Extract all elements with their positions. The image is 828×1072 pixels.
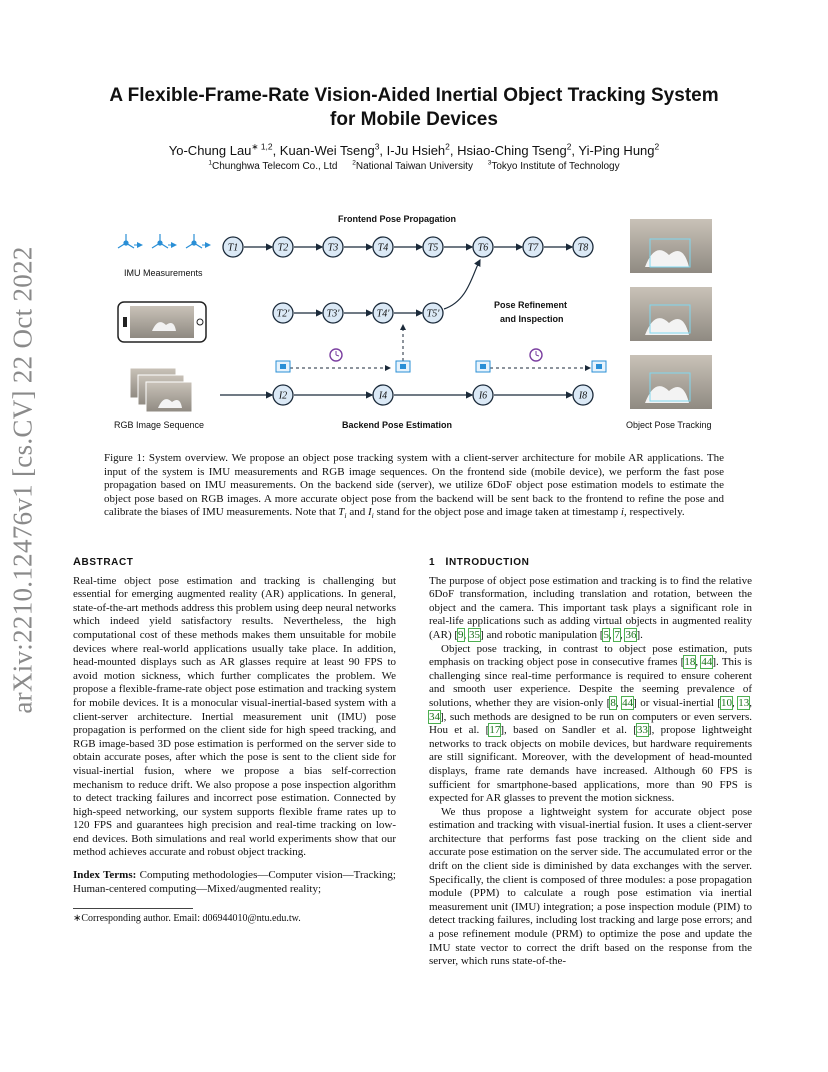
citation-link[interactable]: 7 xyxy=(614,628,620,641)
citation-link[interactable]: 44 xyxy=(622,696,634,709)
author-4: , Hsiao-Ching Tseng xyxy=(449,143,567,158)
svg-text:T7: T7 xyxy=(527,242,539,254)
svg-text:T8: T8 xyxy=(577,242,589,254)
abstract-text: Real-time object pose estimation and tracking is challenging but essential for emerging augmented reality (AR) applications. In general, state-of-the-art methods address this problem using deep neural networks which indeed yield satisfactory results. Nevertheless, the high computational cost of these methods makes them unsuitable for mobile devices where real-world applications usually take place. In addition, head-mounted displays such as AR glasses require at least 90 FPS to avoid motion sickness, which further complicates the problem. We propose a flexible-frame-rate object pose estimation and tracking system for mobile devices. It is a monocular visual-inertial-based system with a client-server architecture. Inertial measurement unit (IMU) pose propagation is performed on the client side for high speed tracking, and RGB image-based 3D pose estimation is performed on the server side to obtain accurate poses, after which the pose is sent to the client side for visual-inertial fusion, where we propose a bias self-correction mechanism to reduce drift. We also propose a pose inspection algorithm to detect tracking failures and incorrect pose estimation. Connected by high-speed networking, our system supports flexible frame rates up to 120 FPS and guarantees high precision and real-time tracking on low-end devices. Both simulations and real world experiments show that our method achieves accurate and robust object tracking. xyxy=(73,574,396,859)
author-3-sup: 2 xyxy=(445,141,450,152)
pose-node-t6 xyxy=(473,237,493,257)
svg-text:I2: I2 xyxy=(278,390,288,402)
pose-node-t1 xyxy=(223,237,243,257)
svg-text:T2: T2 xyxy=(277,242,289,254)
intro-paragraph-1: The purpose of object pose estimation and tracking is to find the relative 6DoF transformation, including translation and rotation, between the object and the camera. This important task plays a significant role in real-life applications such as adding virtual objects in augmented reality (AR) [9, 35] and robotic manipulation [5, 7, 36]. xyxy=(429,574,752,641)
index-terms: Index Terms: Computing methodologies—Computer vision—Tracking; Human-centered computing—Mixed/augmented reality; xyxy=(73,869,396,895)
citation-link[interactable]: 8 xyxy=(610,696,616,709)
refined-node-5 xyxy=(423,303,443,323)
svg-text:I6: I6 xyxy=(478,390,488,402)
pose-node-t5 xyxy=(423,237,443,257)
svg-text:T4: T4 xyxy=(377,242,389,254)
affiliation-3: $^3$Tokyo Institute of Technology xyxy=(487,159,620,172)
image-node-i4 xyxy=(373,385,393,405)
svg-text:T6: T6 xyxy=(477,242,489,254)
figure-caption: Figure 1: System overview. We propose an object pose tracking system with a client-server architecture for mobile AR applications. The input of the system is IMU measurements and RGB image sequences. On the frontend side (mobile device), we perform the fast pose propagation based on IMU measurements. On the backend side (server), we utilize 6DoF object pose estimation models to estimate the object pose based on RGB images. A more accurate object pose from the backend will be sent back to the frontend to refine the pose and calibrate the biases of IMU measurements. Note that $T_i$ and $I_i$ stand for the object pose and image taken at timestamp i, respectively. xyxy=(104,452,724,521)
citation-link[interactable]: 34 xyxy=(429,710,440,723)
mobile-phone-icon xyxy=(118,302,206,342)
citation-link[interactable]: 9 xyxy=(458,628,464,641)
refine-label-2: and Inspection xyxy=(500,314,564,324)
author-list xyxy=(80,143,748,158)
abstract-column xyxy=(73,556,396,896)
svg-text:T1: T1 xyxy=(227,242,239,254)
intro-paragraph-3: We thus propose a lightweight system for accurate object pose estimation and tracking with visual-inertial fusion. It uses a client-server architecture that performs fast pose tracking on the client side and accurate pose estimation on the server side. The accumulated error or the drift on the client side is diminished by data exchanges with the server. Specifically, the client is composed of three modules: a pose propagation module (PPM) to calculate a rough pose estimation via inertial measurement unit (IMU) integration; a pose inspection module (PIM) to detect tracking failures, including lost tracking and large pose errors; and a pose refinement module (PRM) to optimize the pose and update the IMU state vector to correct the drift based on the response from the server, which runs state-of-the- xyxy=(429,805,752,968)
intro-paragraph-2: Object pose tracking, in contrast to object pose estimation, puts emphasis on tracking object pose in consecutive frames [18, 44]. This is challenging since real-time performance is required to ensure coherent and smooth user experience. Despite the seeming prevalence of solutions, whether they are vision-only [8, 44] or visual-inertial [10, 13, 34], such methods are designed to be run on computers or even servers. Hou et al. [17], based on Sandler et al. [33], propose lightweight networks to track objects on mobile devices, but hardware requirements are still significant. Moreover, with the development of head-mounted displays, frame rate demands have increased. Although 60 FPS is sufficient for smartphone-based applications, more than 90 FPS is expected for AR glasses to prevent the motion sickness. xyxy=(429,642,753,805)
refined-node-4 xyxy=(373,303,393,323)
svg-text:T2': T2' xyxy=(276,308,290,320)
image-node-i6 xyxy=(473,385,493,405)
svg-text:T4': T4' xyxy=(376,308,390,320)
author-5-sup: 2 xyxy=(654,141,660,152)
author-1-sup: ∗ 1,2 xyxy=(251,141,273,152)
pose-node-t4 xyxy=(373,237,393,257)
author-4-sup: 2 xyxy=(566,141,572,152)
pose-node-t3 xyxy=(323,237,343,257)
author-5: , Yi-Ping Hung xyxy=(571,143,655,158)
pose-node-t7 xyxy=(523,237,543,257)
citation-link[interactable]: 44 xyxy=(701,656,713,669)
image-node-i8 xyxy=(573,385,593,405)
svg-text:T3: T3 xyxy=(327,242,339,254)
introduction-heading: 1 INTRODUCTION xyxy=(429,556,530,568)
caption-body: We propose an object pose tracking system with a client-server architecture for mobile AR applications. The input of the system is IMU measurements and RGB image sequences. On the frontend side (mobile device), we perform the fast pose propagation based on IMU measurements. On the backend side (server), we utilize 6DoF object pose estimation models to estimate the object pose based on RGB images. A more accurate object pose from the backend will be sent back to the frontend to refine the pose and calibrate the biases of IMU measurements. Note that xyxy=(104,452,724,519)
author-2: , Kuan-Wei Tseng xyxy=(272,143,375,158)
refine-label-1: Pose Refinement xyxy=(494,300,568,310)
caption-lead: Figure 1: System overview. xyxy=(104,452,229,464)
pose-node-t8 xyxy=(573,237,593,257)
svg-text:I4: I4 xyxy=(378,390,388,402)
svg-text:I8: I8 xyxy=(578,390,588,402)
backend-label: Backend Pose Estimation xyxy=(342,420,453,430)
figure-canvas xyxy=(100,205,740,440)
object-tracking-images xyxy=(630,219,712,409)
citation-link[interactable]: 5 xyxy=(603,628,609,641)
citation-link[interactable]: 10 xyxy=(721,696,733,709)
arxiv-identifier: arXiv:2210.12476v1 [cs.CV] 22 Oct 2022 xyxy=(7,246,38,714)
footnote: ∗Corresponding author. Email: d06944010@ntu.edu.tw. xyxy=(73,913,301,924)
svg-text:T5: T5 xyxy=(427,242,439,254)
citation-link[interactable]: 35 xyxy=(469,628,481,641)
citation-link[interactable]: 18 xyxy=(684,656,696,669)
author-1: Yo-Chung Lau xyxy=(168,143,252,158)
refined-node-2 xyxy=(273,303,293,323)
refined-node-3 xyxy=(323,303,343,323)
citation-link[interactable]: 17 xyxy=(489,724,501,737)
citation-link[interactable]: 33 xyxy=(636,724,648,737)
svg-text:T3': T3' xyxy=(326,308,340,320)
citation-link[interactable]: 36 xyxy=(625,628,637,641)
server-monitor-icons xyxy=(276,361,606,372)
system-overview-figure xyxy=(100,205,740,440)
tracking-label: Object Pose Tracking xyxy=(626,420,712,430)
introduction-column xyxy=(429,556,752,969)
abstract-heading: ABSTRACT xyxy=(73,556,134,568)
pose-node-t2 xyxy=(273,237,293,257)
frontend-label: Frontend Pose Propagation xyxy=(338,214,457,224)
image-node-i2 xyxy=(273,385,293,405)
author-2-sup: 3 xyxy=(374,141,380,152)
footnote-rule xyxy=(73,908,193,909)
citation-link[interactable]: 13 xyxy=(738,696,750,709)
title-line-1: A Flexible-Frame-Rate Vision-Aided Inertial Object Tracking System xyxy=(109,85,719,106)
affiliation-1: $^1$Chunghwa Telecom Co., Ltd xyxy=(208,159,338,172)
rgb-image-stack xyxy=(130,368,192,412)
rgb-label: RGB Image Sequence xyxy=(114,420,205,430)
imu-label: IMU Measurements xyxy=(124,268,203,278)
author-3: , I-Ju Hsieh xyxy=(379,143,446,158)
latency-clock-icon xyxy=(330,349,542,361)
svg-text:T5': T5' xyxy=(426,308,440,320)
affiliation-2: $^2$National Taiwan University xyxy=(352,159,473,172)
title-line-2: for Mobile Devices xyxy=(330,109,498,130)
affiliations xyxy=(80,161,748,172)
paper-title xyxy=(80,84,748,132)
imu-axis-icon xyxy=(118,234,210,248)
